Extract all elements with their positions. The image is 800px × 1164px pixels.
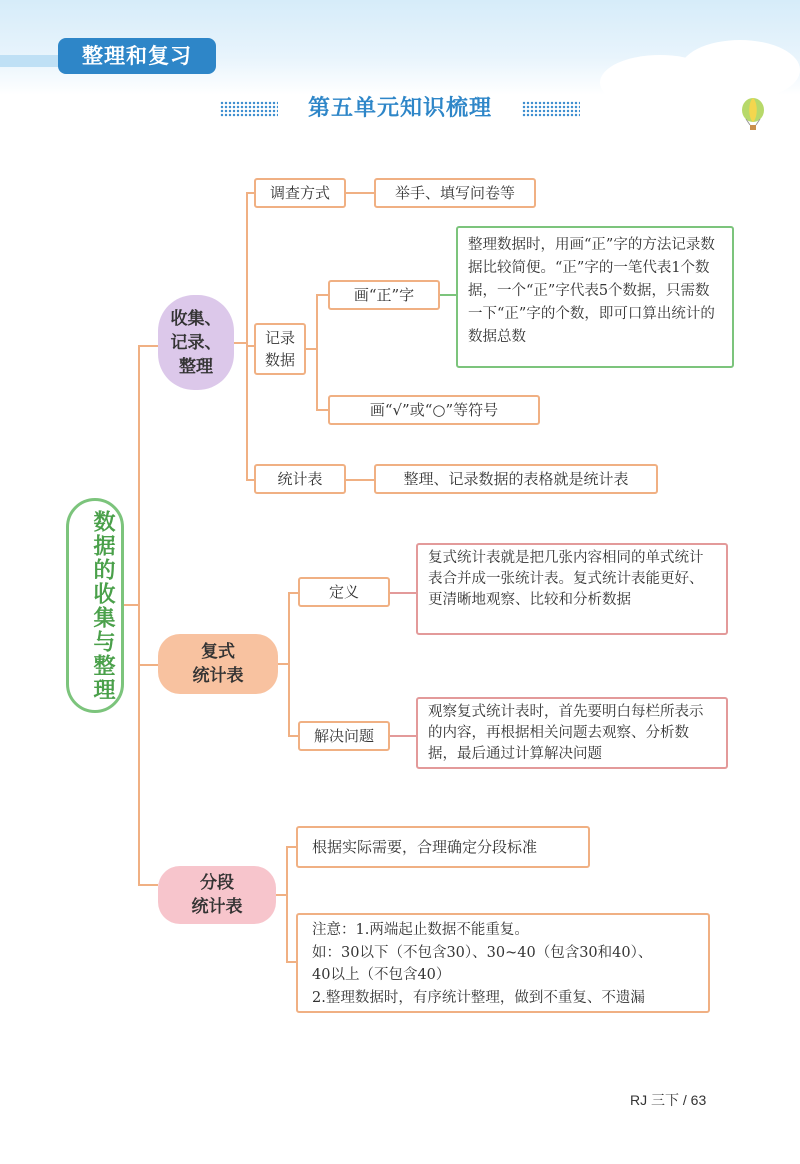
connector <box>276 894 286 896</box>
connector <box>138 345 158 347</box>
connector <box>286 846 296 848</box>
node-note: 注意：1.两端起止数据不能重复。 如：30以下（不包含30）、30~40（包含30和40）、 40以上（不包含40） 2.整理数据时，有序统计整理，做到不重复、不遗漏 <box>296 913 710 1013</box>
connector <box>286 961 296 963</box>
page-title: 第五单元知识梳理 <box>307 96 492 121</box>
detail-solve: 观察复式统计表时，首先要明白每栏所表示的内容，再根据相关问题去观察、分析数据，最后通过计算解决问题 <box>416 697 728 769</box>
page-number: RJ 三下 / 63 <box>630 1092 707 1108</box>
connector <box>246 192 254 194</box>
section-badge: 整理和复习 <box>58 38 216 74</box>
detail-zheng: 整理数据时，用画“正”字的方法记录数据比较简便。“正”字的一笔代表1个数据，一个“正”字代表5个数据，只需数一下“正”字的个数，即可口算出统计的数据总数 <box>456 226 734 368</box>
connector <box>138 884 158 886</box>
branch-compound: 复式 统计表 <box>158 634 278 694</box>
node-record: 记录 数据 <box>254 323 306 375</box>
connector <box>390 592 416 594</box>
node-table: 统计表 <box>254 464 346 494</box>
connector <box>346 479 374 481</box>
cloud-decoration <box>680 40 800 100</box>
balloon-icon <box>740 98 766 132</box>
title-dots-left <box>220 101 278 117</box>
connector <box>316 294 318 410</box>
node-survey: 调查方式 <box>254 178 346 208</box>
connector <box>346 192 374 194</box>
detail-survey: 举手、填写问卷等 <box>374 178 536 208</box>
connector <box>286 846 288 962</box>
connector <box>138 664 158 666</box>
connector <box>288 592 298 594</box>
node-zheng: 画“正”字 <box>328 280 440 310</box>
node-symbols: 画“√”或“○”等符号 <box>328 395 540 425</box>
connector <box>316 409 328 411</box>
branch-segmented: 分段 统计表 <box>158 866 276 924</box>
connector <box>234 342 246 344</box>
detail-definition: 复式统计表就是把几张内容相同的单式统计表合并成一张统计表。复式统计表能更好、更清晰地观察、比较和分析数据 <box>416 543 728 635</box>
root-label: 数据的收集与整理 <box>90 509 115 702</box>
title-dots-right <box>522 101 580 117</box>
connector <box>246 479 254 481</box>
connector <box>278 663 288 665</box>
connector <box>306 348 316 350</box>
connector <box>316 294 328 296</box>
detail-table: 整理、记录数据的表格就是统计表 <box>374 464 658 494</box>
connector <box>246 345 254 347</box>
connector <box>390 735 416 737</box>
connector <box>138 345 140 885</box>
connector <box>246 192 248 480</box>
connector <box>440 294 456 296</box>
node-solve: 解决问题 <box>298 721 390 751</box>
connector <box>124 604 138 606</box>
node-standard: 根据实际需要，合理确定分段标准 <box>296 826 590 868</box>
connector <box>288 735 298 737</box>
branch-collect: 收集、 记录、 整理 <box>158 295 234 390</box>
connector <box>288 592 290 736</box>
node-definition: 定义 <box>298 577 390 607</box>
